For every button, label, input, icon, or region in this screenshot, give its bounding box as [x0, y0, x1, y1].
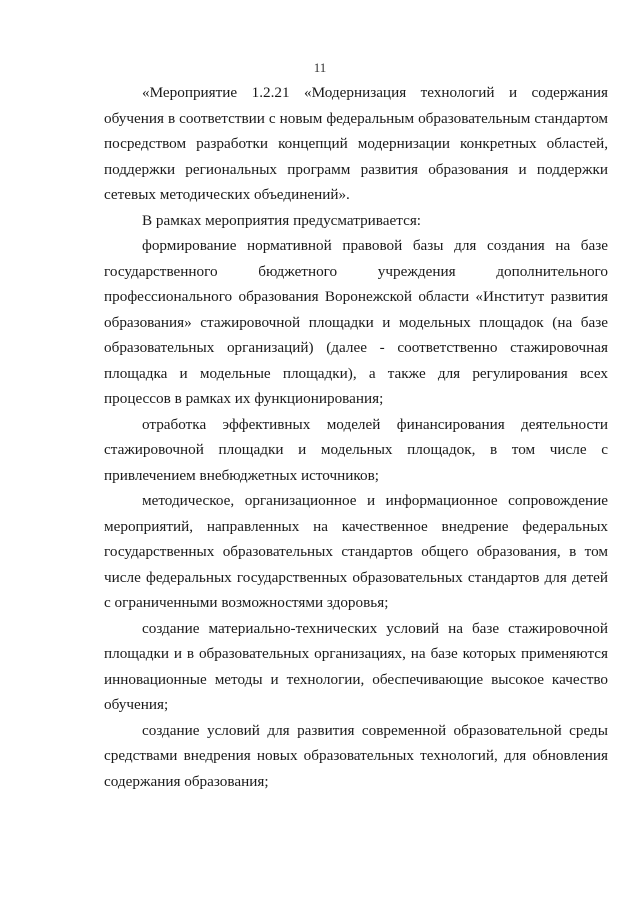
paragraph-educational-environment: создание условий для развития современной образовательной среды средствами внедрения новых образовательных технологий, для обновления содержания образования;: [104, 721, 608, 790]
paragraph-measure-title: «Мероприятие 1.2.21 «Модернизация технологий и содержания обучения в соответствии с новым федеральным образовательным стандартом посредством разработки концепций модернизации конкретных областей, поддержки региональных программ развития образования и поддержки сетевых методических объединений».: [104, 84, 608, 203]
document-body: [104, 80, 608, 794]
page-number: 11: [313, 60, 327, 75]
paragraph-material-conditions: создание материально-технических условий на базе стажировочной площадки и в образовательных организациях, на базе которых применяются инновационные методы и технологии, обеспечивающие высокое качество обучения;: [104, 619, 608, 713]
paragraph-regulatory-base: формирование нормативной правовой базы для создания на базе государственного бюджетного учреждения дополнительного профессионального образования Воронежской области «Институт развития образования» стажировочной площадки и модельных площадок (на базе образовательных организаций) (далее - соответственно стажировочная площадка и модельные площадки), а также для регулирования всех процессов в рамках их функционирования;: [104, 237, 608, 407]
paragraph-financing-models: отработка эффективных моделей финансирования деятельности стажировочной площадки и модельных площадок, в том числе с привлечением внебюджетных источников;: [104, 415, 608, 484]
paragraph-intro: В рамках мероприятия предусматривается:: [142, 211, 422, 229]
paragraph-methodical-support: методическое, организационное и информационное сопровождение мероприятий, направленных на качественное внедрение федеральных государственных образовательных стандартов общего образования, в том числе федеральных государственных образовательных стандартов для детей с ограниченными возможностями здоровья;: [104, 492, 608, 611]
